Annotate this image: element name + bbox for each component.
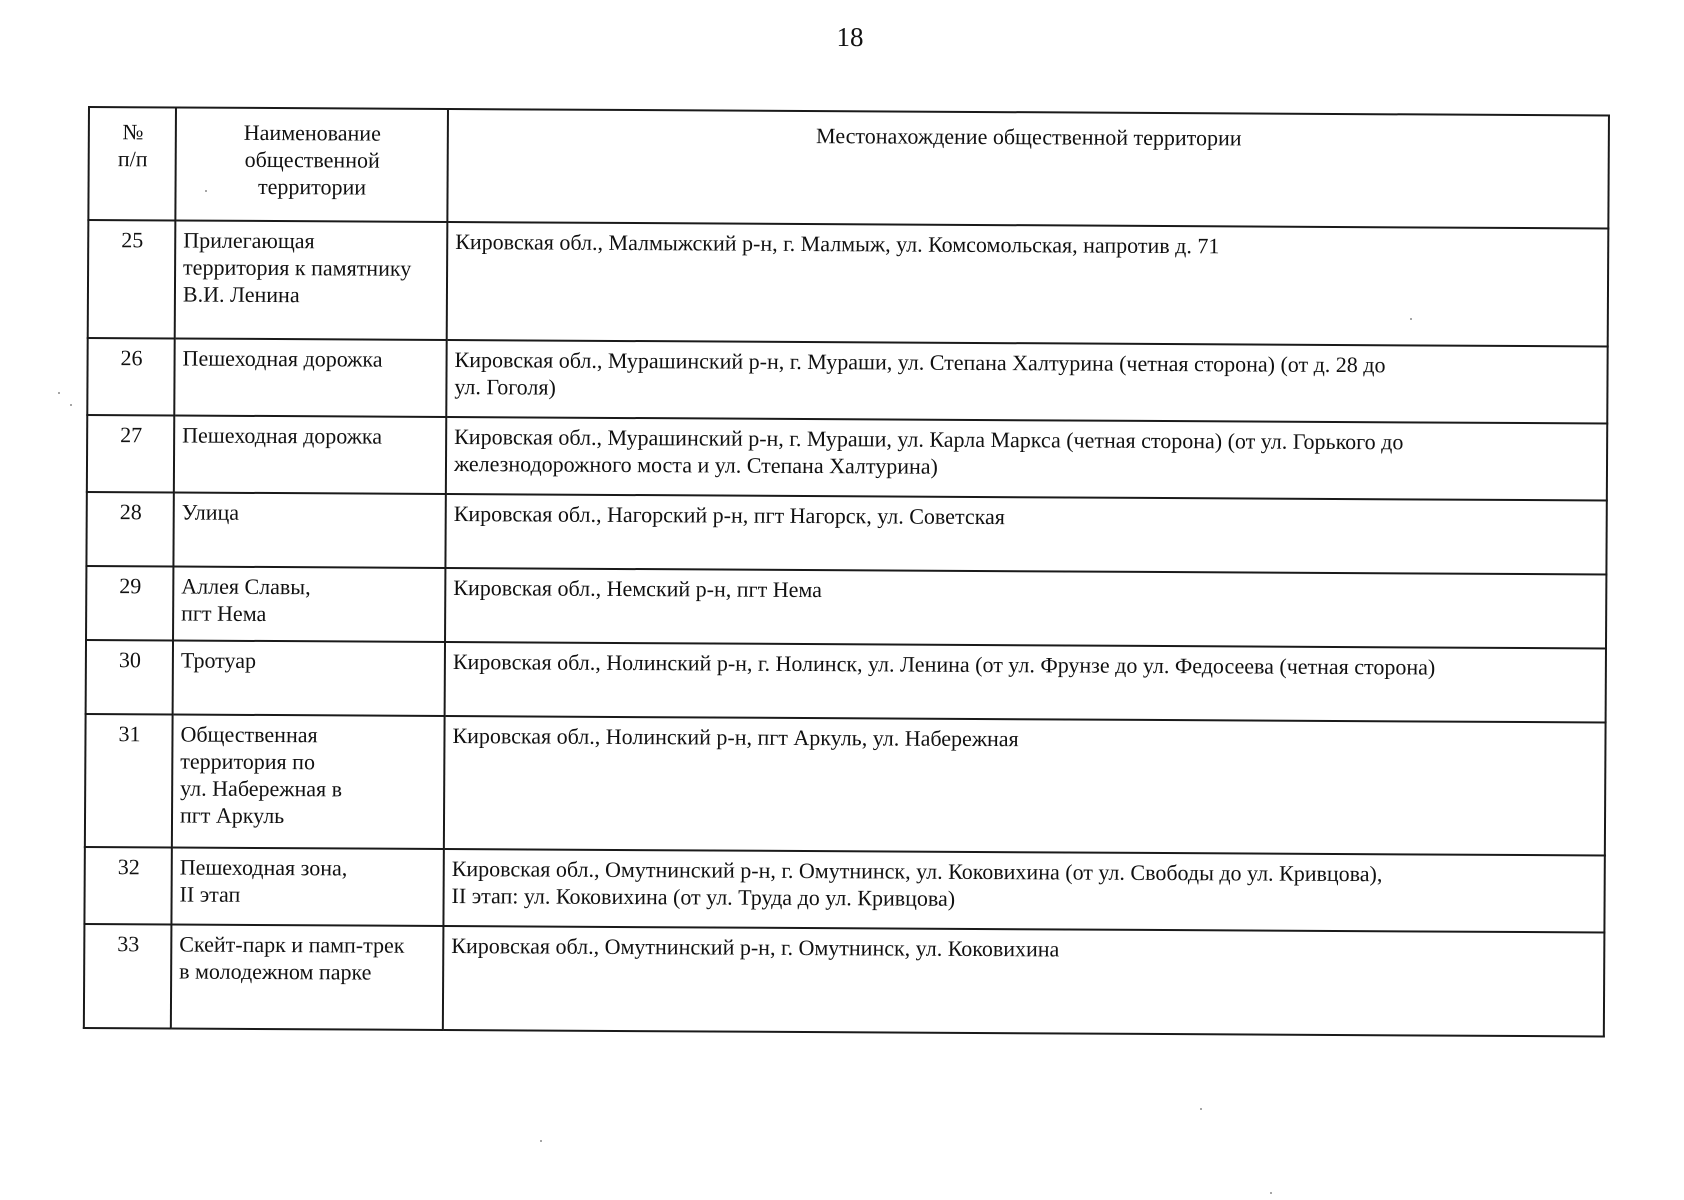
header-name-line: общественной [244,146,380,173]
territory-location [443,849,1604,932]
header-name [175,107,448,222]
page-number: 18 [836,22,864,52]
territory-location-line: Кировская обл., Нолинский р-н, пгт Аркуль, ул. Набережная [452,723,1019,752]
row-number: 31 [85,714,173,847]
scan-speck [540,1140,542,1142]
table-row [85,714,1606,855]
territory-name [171,847,443,926]
territory-location-line: Кировская обл., Нагорский р-н, пгт Нагорск, ул. Советская [453,501,1005,530]
territory-name-line: в молодежном парке [179,958,372,985]
scan-speck [58,392,60,394]
territory-name-line: ул. Набережная в [180,775,343,802]
territory-location-line: Кировская обл., Мурашинский р-н, г. Мураши, ул. Степана Халтурина (четная сторона) (от д. 28 до [454,347,1386,378]
territory-location-line: железнодорожного моста и ул. Степана Халтурина) [453,451,938,479]
header-location-line: Местонахождение общественной территории [816,123,1242,151]
row-number: 33 [84,924,172,1028]
territory-location [444,716,1606,855]
territory-name [173,566,445,642]
territory-name-line: Общественная [180,721,318,748]
territory-location-line: ул. Гоголя) [454,374,556,400]
table-row [86,492,1606,574]
row-number: 26 [87,338,174,415]
row-number: 30 [86,640,173,714]
table-row [86,640,1606,722]
territory-name-line: пгт Нема [181,600,267,627]
territory-name [175,220,448,340]
territory-location [445,568,1606,648]
territory-name-line: II этап [179,881,241,907]
header-number-line: № [122,119,144,145]
territory-location-line: Кировская обл., Омутнинский р-н, г. Омутнинск, ул. Коковихина [451,933,1060,962]
territory-location-line: Кировская обл., Омутнинский р-н, г. Омутнинск, ул. Коковихина (от ул. Свободы до ул. Кривцова), [451,856,1383,887]
territory-location-line: Кировская обл., Немский р-н, пгт Нема [453,575,822,603]
scan-speck [70,404,72,406]
territory-name-line: Улица [181,499,240,525]
territory-name-line: Тротуар [180,647,257,673]
scan-speck [205,190,207,192]
table-row [84,924,1605,1036]
territory-name [173,640,445,716]
territory-location [445,494,1606,574]
territory-name [171,924,444,1030]
scan-speck [1200,1108,1202,1110]
row-number: 25 [88,220,176,338]
territory-name-line: Прилегающая [183,227,315,254]
header-name-line: территории [257,173,367,200]
territory-name-line: Пешеходная зона, [179,854,348,881]
territory-name [174,415,446,494]
territory-name-line: Аллея Славы, [181,573,311,600]
scan-speck [1410,318,1412,320]
territory-name [172,714,445,849]
header-number-line: п/п [117,146,148,172]
table-row [86,566,1606,648]
header-location [447,109,1609,228]
territory-location [445,642,1606,722]
territory-location-line: Кировская обл., Нолинский р-н, г. Нолинск, ул. Ленина (от ул. Фрунзе до ул. Федосеева (четная сторона) [452,649,1436,680]
territory-location [446,340,1607,423]
row-number: 29 [86,566,173,640]
table-row [87,415,1607,500]
territory-location-line: II этап: ул. Коковихина (от ул. Труда до ул. Кривцова) [451,883,956,911]
territory-name-line: пгт Аркуль [179,802,285,829]
territory-name-line: территория по [180,748,316,775]
territory-name [173,492,445,568]
public-territories-table [83,106,1610,1037]
table-header-row [88,107,1609,228]
territory-name-line: Скейт-парк и памп-трек [179,931,405,958]
territory-location [447,222,1609,346]
territory-location [446,417,1607,500]
row-number: 28 [86,492,173,566]
header-number [88,107,176,220]
territory-name-line: территория к памятнику [183,254,412,281]
territory-location-line: Кировская обл., Малмыжский р-н, г. Малмыж, ул. Комсомольская, напротив д. 71 [455,229,1220,259]
table-row [84,847,1604,932]
territory-name-line: Пешеходная дорожка [182,422,383,449]
territory-location-line: Кировская обл., Мурашинский р-н, г. Мураши, ул. Карла Маркса (четная сторона) (от ул. Горького до [454,424,1404,455]
table-row [87,338,1607,423]
territory-name-line: В.И. Ленина [182,281,300,308]
header-name-line: Наименование [243,119,381,146]
territory-name [174,338,446,417]
scan-speck [1270,1192,1272,1194]
row-number: 27 [87,415,174,492]
table-row [88,220,1609,346]
territory-name-line: Пешеходная дорожка [182,345,383,372]
territory-location [443,926,1605,1036]
row-number: 32 [84,847,171,924]
